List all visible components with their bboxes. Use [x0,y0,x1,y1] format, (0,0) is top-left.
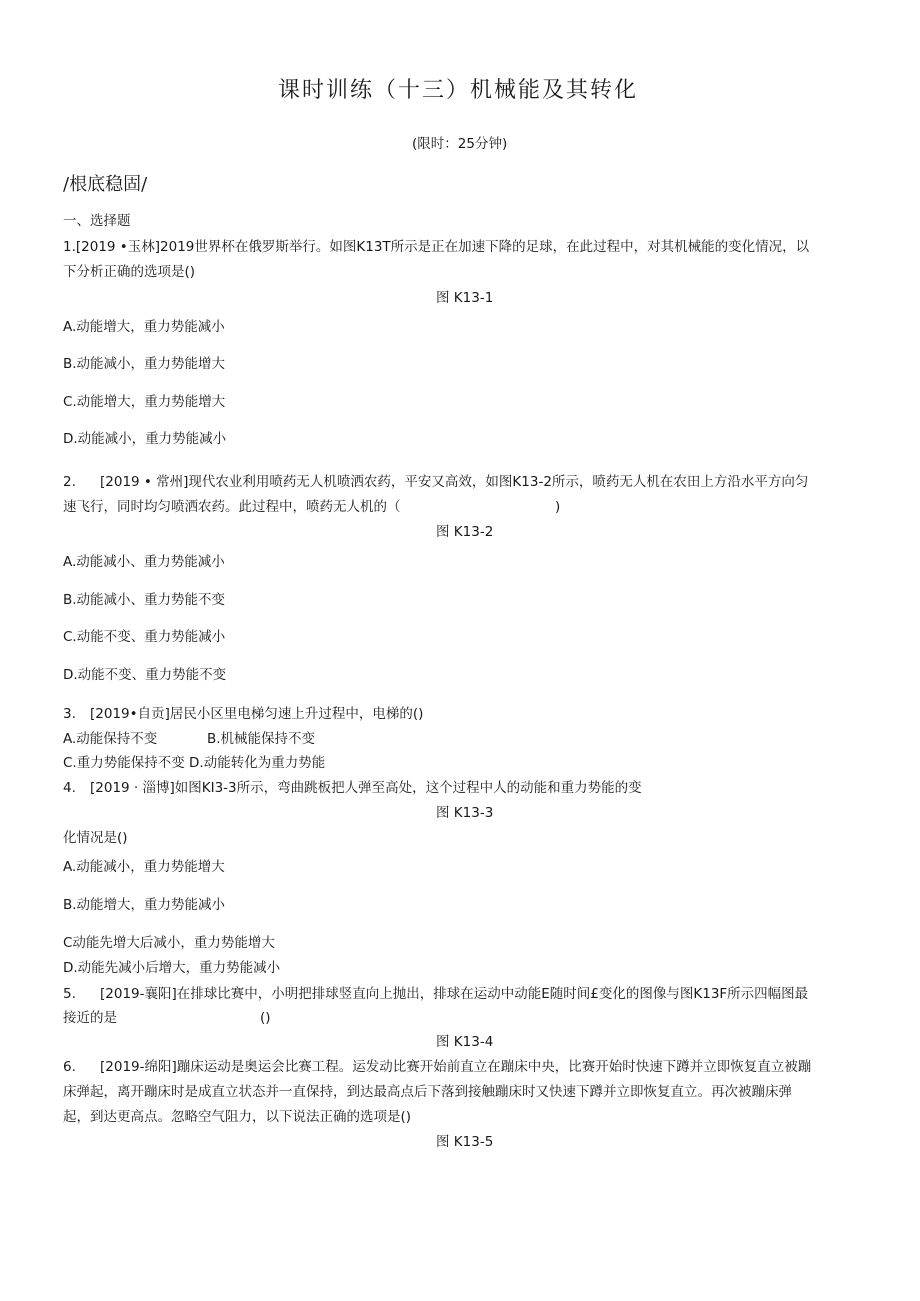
q5-number: 5. [63,986,76,1002]
q2-stem-paren: ) [555,499,561,515]
q2-option-c: C.动能不变、重力势能减小 [63,629,226,645]
q2-option-d: D.动能不变、重力势能不变 [63,667,227,683]
q3-option-cd: C.重力势能保持不变 D.动能转化为重力势能 [63,755,326,771]
q1-option-b: B.动能减小，重力势能增大 [63,356,226,372]
q5-stem-line1: [2019-襄阳]在排球比赛中，小明把排球竖直向上抛出，排球在运动中动能E随时间£变化的图像与图K13F所示四幅图最 [100,986,809,1002]
q6-figure-caption: 图 K13-5 [436,1134,494,1150]
q1-stem-line2: 下分析正确的选项是() [63,264,196,280]
q3-option-b: B.机械能保持不变 [207,731,316,747]
q2-stem-line1: [2019 • 常州]现代农业利用喷药无人机喷洒农药，平安又高效，如图K13-2所示，喷药无人机在农田上方沿水平方向匀 [100,474,809,490]
q4-option-b: B.动能增大，重力势能减小 [63,897,226,913]
q1-option-d: D.动能减小，重力势能减小 [63,431,227,447]
q2-number: 2. [63,474,76,490]
part-heading: 一、选择题 [63,213,131,229]
q4-option-a: A.动能减小，重力势能增大 [63,859,225,875]
q1-figure-caption: 图 K13-1 [436,290,494,306]
q4-stem-continued: 化情况是() [63,830,128,846]
q3-number: 3. [63,706,76,722]
q2-figure-caption: 图 K13-2 [436,524,494,540]
q3-option-a: A.动能保持不变 [63,731,158,747]
q6-stem-line2: 床弹起，离开蹦床时是成直立状态并一直保持，到达最高点后下落到接触蹦床时又快速下蹲并立即恢复直立。再次被蹦床弹 [63,1084,792,1100]
q4-number: 4. [63,780,76,796]
q2-option-b: B.动能减小、重力势能不变 [63,592,226,608]
q2-option-a: A.动能减小、重力势能减小 [63,554,225,570]
q6-stem-line1: [2019-绵阳]蹦床运动是奥运会比赛工程。运发动比赛开始前直立在蹦床中央，比赛开始时快速下蹲并立即恢复直立被蹦 [100,1059,812,1075]
q2-stem-line2: 速飞行，同时均匀喷洒农药。此过程中，喷药无人机的（ [63,499,401,515]
q6-stem-line3: 起，到达更高点。忽略空气阻力，以下说法正确的选项是() [63,1109,412,1125]
page-title: 课时训练（十三）机械能及其转化 [278,78,639,103]
q4-figure-caption: 图 K13-3 [436,805,494,821]
q5-figure-caption: 图 K13-4 [436,1034,494,1050]
q4-option-c: C动能先增大后减小，重力势能增大 [63,935,275,951]
q1-option-a: A.动能增大，重力势能减小 [63,319,225,335]
q4-stem: [2019 · 淄博]如图KI3-3所示，弯曲跳板把人弹至高处，这个过程中人的动能和重力势能的变 [90,780,642,796]
section-heading: /根底稳固/ [63,174,148,195]
q4-option-d: D.动能先减小后增大，重力势能减小 [63,960,281,976]
q5-stem-line2: 接近的是 [63,1010,117,1026]
q1-option-c: C.动能增大，重力势能增大 [63,394,226,410]
q1-stem-line1: 1.[2019 •玉林]2019世界杯在俄罗斯举行。如图K13T所示是正在加速下降的足球，在此过程中，对其机械能的变化情况，以 [63,239,810,255]
q5-stem-paren: () [260,1010,271,1026]
q6-number: 6. [63,1059,76,1075]
q3-stem: [2019•自贡]居民小区里电梯匀速上升过程中，电梯的() [90,706,424,722]
time-limit: (限时：25分钟) [412,136,508,152]
